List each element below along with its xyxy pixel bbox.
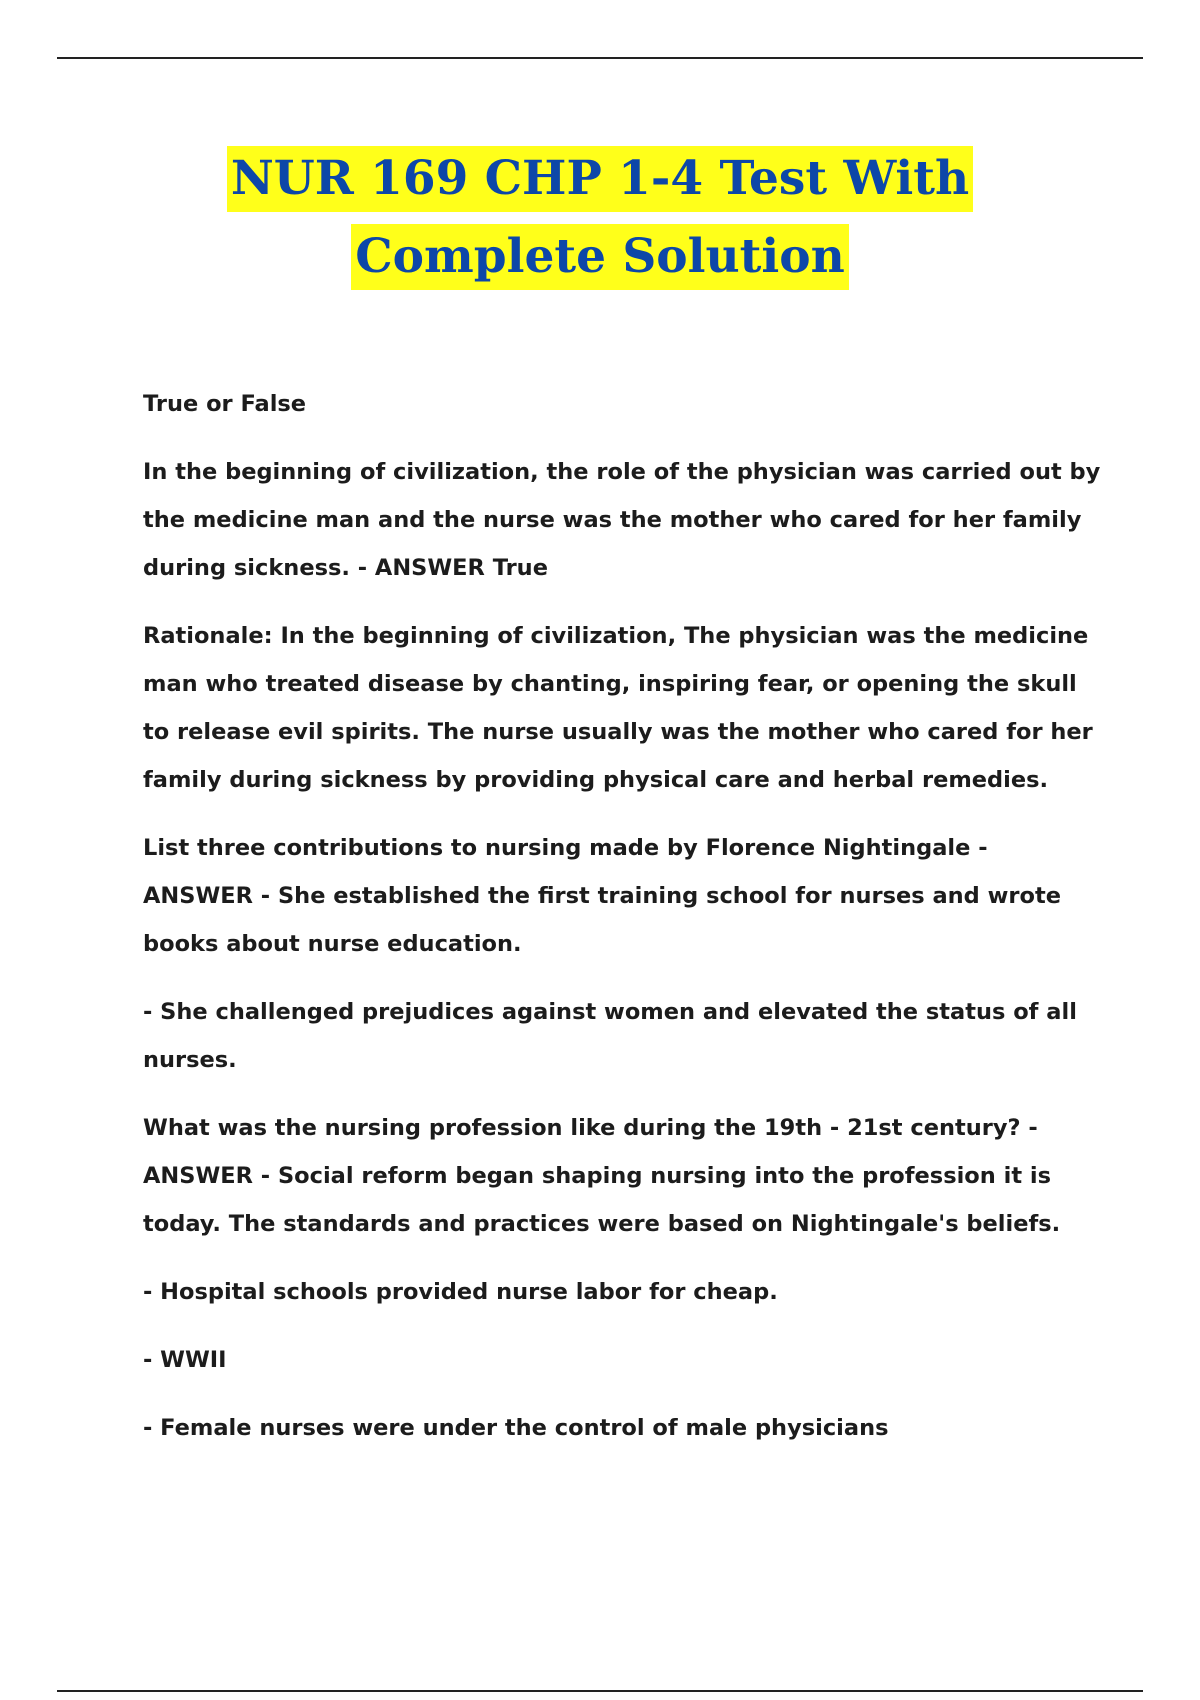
- rationale: Rationale: In the beginning of civilization, The physician was the medicine man who treated disease by chanting, inspiring fear, or opening the skull to release evil spirits. The nurse usually was the mother who cared for her family during sickness by providing physical care and herbal remedies.: [143, 623, 1093, 793]
- answer-bullet: - She challenged prejudices against women and elevated the status of all nurses.: [143, 999, 1077, 1073]
- footer-rule: [57, 1690, 1143, 1692]
- header-rule: [57, 57, 1143, 59]
- document-title: [0, 140, 1200, 296]
- question-answer: List three contributions to nursing made by Florence Nightingale - ANSWER - She established the first training school for nurses and wrote books about nurse education.: [143, 835, 1061, 957]
- question-answer: What was the nursing profession like during the 19th - 21st century? - ANSWER - Social reform began shaping nursing into the profession it is today. The standards and practices were based on Nightingale's beliefs.: [143, 1115, 1061, 1237]
- answer-bullet: - Female nurses were under the control of male physicians: [143, 1415, 889, 1441]
- document-body: [143, 380, 1103, 1472]
- answer-bullet: - Hospital schools provided nurse labor for cheap.: [143, 1279, 778, 1305]
- title-line-1: NUR 169 CHP 1-4 Test With: [227, 146, 973, 212]
- question-answer: In the beginning of civilization, the role of the physician was carried out by the medicine man and the nurse was the mother who cared for her family during sickness. - ANSWER True: [143, 459, 1101, 581]
- section-label: True or False: [143, 391, 307, 417]
- answer-bullet: - WWII: [143, 1347, 227, 1373]
- title-line-2: Complete Solution: [351, 224, 848, 290]
